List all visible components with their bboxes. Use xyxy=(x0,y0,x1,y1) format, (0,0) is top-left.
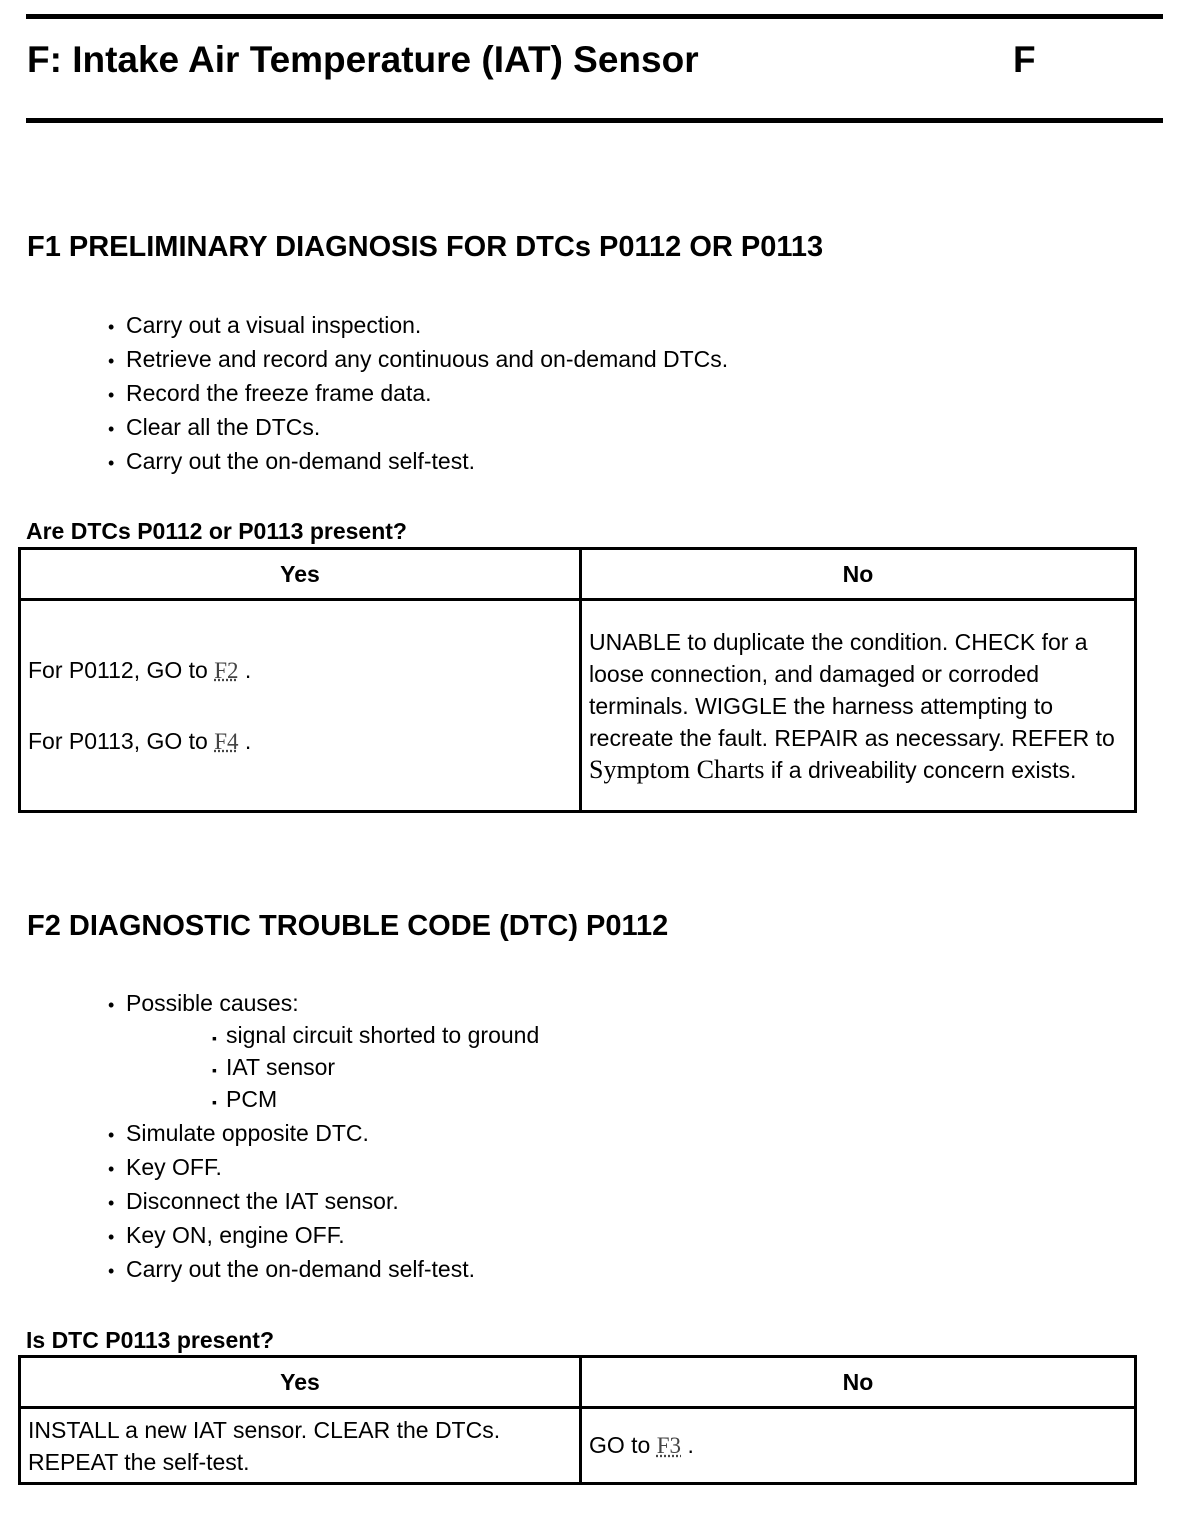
yes-text: For P0113, GO to xyxy=(28,727,208,754)
no-header: No xyxy=(581,1357,1136,1408)
period: . xyxy=(687,1432,694,1458)
yes-header: Yes xyxy=(20,1357,581,1408)
period: . xyxy=(244,727,252,754)
list-item: ▪ IAT sensor xyxy=(212,1051,539,1083)
list-item: • Carry out a visual inspection. xyxy=(108,308,728,342)
f1-answer-table xyxy=(18,547,1137,813)
list-item: • Disconnect the IAT sensor. xyxy=(108,1184,475,1218)
top-rule xyxy=(26,14,1163,19)
no-cell xyxy=(581,1408,1136,1484)
list-item: • Carry out the on-demand self-test. xyxy=(108,1252,475,1286)
yes-cell: INSTALL a new IAT sensor. CLEAR the DTCs. REPEAT the self-test. xyxy=(20,1408,581,1484)
no-text: UNABLE to duplicate the condition. CHECK for a loose connection, and damaged or corroded terminals. WIGGLE the harness attempting to recreate the fault. REPAIR as necessary. REFER to xyxy=(589,628,1115,751)
list-item: • Retrieve and record any continuous and on-demand DTCs. xyxy=(108,342,728,376)
no-header: No xyxy=(581,549,1136,600)
no-cell xyxy=(581,600,1136,812)
list-item: • Key OFF. xyxy=(108,1150,475,1184)
title-bottom-rule xyxy=(26,118,1163,123)
list-item: ▪ PCM xyxy=(212,1083,539,1115)
list-item: • Clear all the DTCs. xyxy=(108,410,728,444)
page-title: F: Intake Air Temperature (IAT) Sensor xyxy=(27,39,699,80)
list-item: • Record the freeze frame data. xyxy=(108,376,728,410)
yes-cell xyxy=(20,600,581,812)
yes-text: For P0112, GO to xyxy=(28,656,208,683)
link-f4[interactable]: F4 xyxy=(214,728,239,754)
list-item: ▪ signal circuit shorted to ground xyxy=(212,1019,539,1051)
f1-question: Are DTCs P0112 or P0113 present? xyxy=(26,518,407,544)
f2-heading: F2 DIAGNOSTIC TROUBLE CODE (DTC) P0112 xyxy=(27,910,669,942)
list-item: • Carry out the on-demand self-test. xyxy=(108,444,728,478)
no-text: if a driveability concern exists. xyxy=(764,756,1077,783)
link-f3[interactable]: F3 xyxy=(656,1433,682,1458)
list-item: • Simulate opposite DTC. xyxy=(108,1116,475,1150)
no-text: GO to xyxy=(589,1432,651,1458)
f1-steps xyxy=(108,308,728,478)
yes-header: Yes xyxy=(20,549,581,600)
f1-heading: F1 PRELIMINARY DIAGNOSIS FOR DTCs P0112 OR P0113 xyxy=(27,231,824,263)
f2-causes xyxy=(108,986,299,1020)
f2-question: Is DTC P0113 present? xyxy=(26,1327,274,1353)
link-f2[interactable]: F2 xyxy=(214,657,239,683)
list-item: • Possible causes: xyxy=(108,986,299,1020)
f2-answer-table xyxy=(18,1355,1137,1485)
f2-causes-list xyxy=(212,1019,539,1115)
link-symptom-charts[interactable]: Symptom Charts xyxy=(589,754,765,784)
f2-steps xyxy=(108,1116,475,1286)
list-item: • Key ON, engine OFF. xyxy=(108,1218,475,1252)
section-letter: F xyxy=(1013,39,1036,80)
period: . xyxy=(244,656,252,683)
